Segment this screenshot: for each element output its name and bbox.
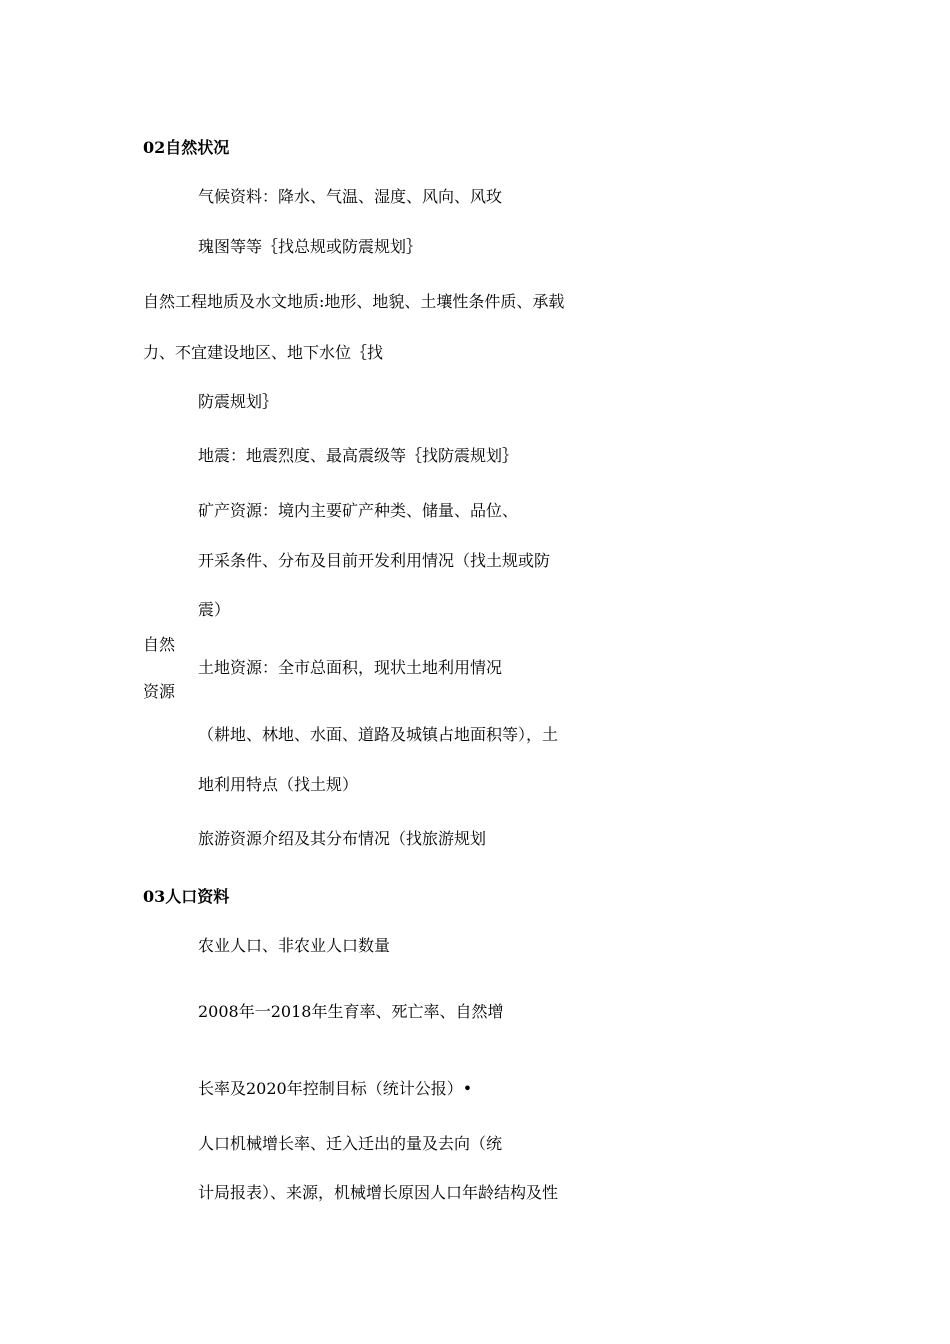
text-line: 计局报表）、来源，机械增长原因人口年龄结构及性 [198, 1183, 559, 1202]
text-line: 力、不宜建设地区、地下水位｛找 [143, 343, 384, 362]
text-line: 震） [198, 600, 231, 619]
text-line: 气候资料：降水、气温、湿度、风向、风玫 [198, 187, 503, 206]
section-heading-population: 03人口资料 [143, 887, 230, 906]
section-heading-natural: 02自然状况 [143, 138, 230, 157]
text-line: 土地资源：全市总面积，现状土地利用情况 [198, 658, 503, 677]
text-line: 防震规划｝ [198, 392, 279, 411]
text-line: 2008年一2018年生育率、死亡率、自然增 [198, 1002, 504, 1021]
text-line: 农业人口、非农业人口数量 [198, 936, 391, 955]
text-line: 旅游资源介绍及其分布情况（找旅游规划 [198, 829, 487, 848]
text-line: 长率及2020年控制目标（统计公报）• [198, 1079, 473, 1098]
text-line: 地震：地震烈度、最高震级等｛找防震规划｝ [198, 446, 519, 465]
text-line: 矿产资源：境内主要矿产种类、储量、品位、 [198, 501, 519, 520]
text-line: 开采条件、分布及目前开发利用情况（找土规或防 [198, 551, 551, 570]
text-line: 自然工程地质及水文地质:地形、地貌、土壤性条件质、承载 [143, 292, 565, 311]
side-label-line: 自然 [143, 635, 176, 654]
text-line: （耕地、林地、水面、道路及城镇占地面积等），土 [198, 725, 559, 744]
side-label-line: 资源 [143, 682, 176, 701]
text-line: 人口机械增长率、迁入迁出的量及去向（统 [198, 1134, 503, 1153]
text-line: 瑰图等等｛找总规或防震规划｝ [198, 237, 423, 256]
text-line: 地利用特点（找土规） [198, 775, 359, 794]
